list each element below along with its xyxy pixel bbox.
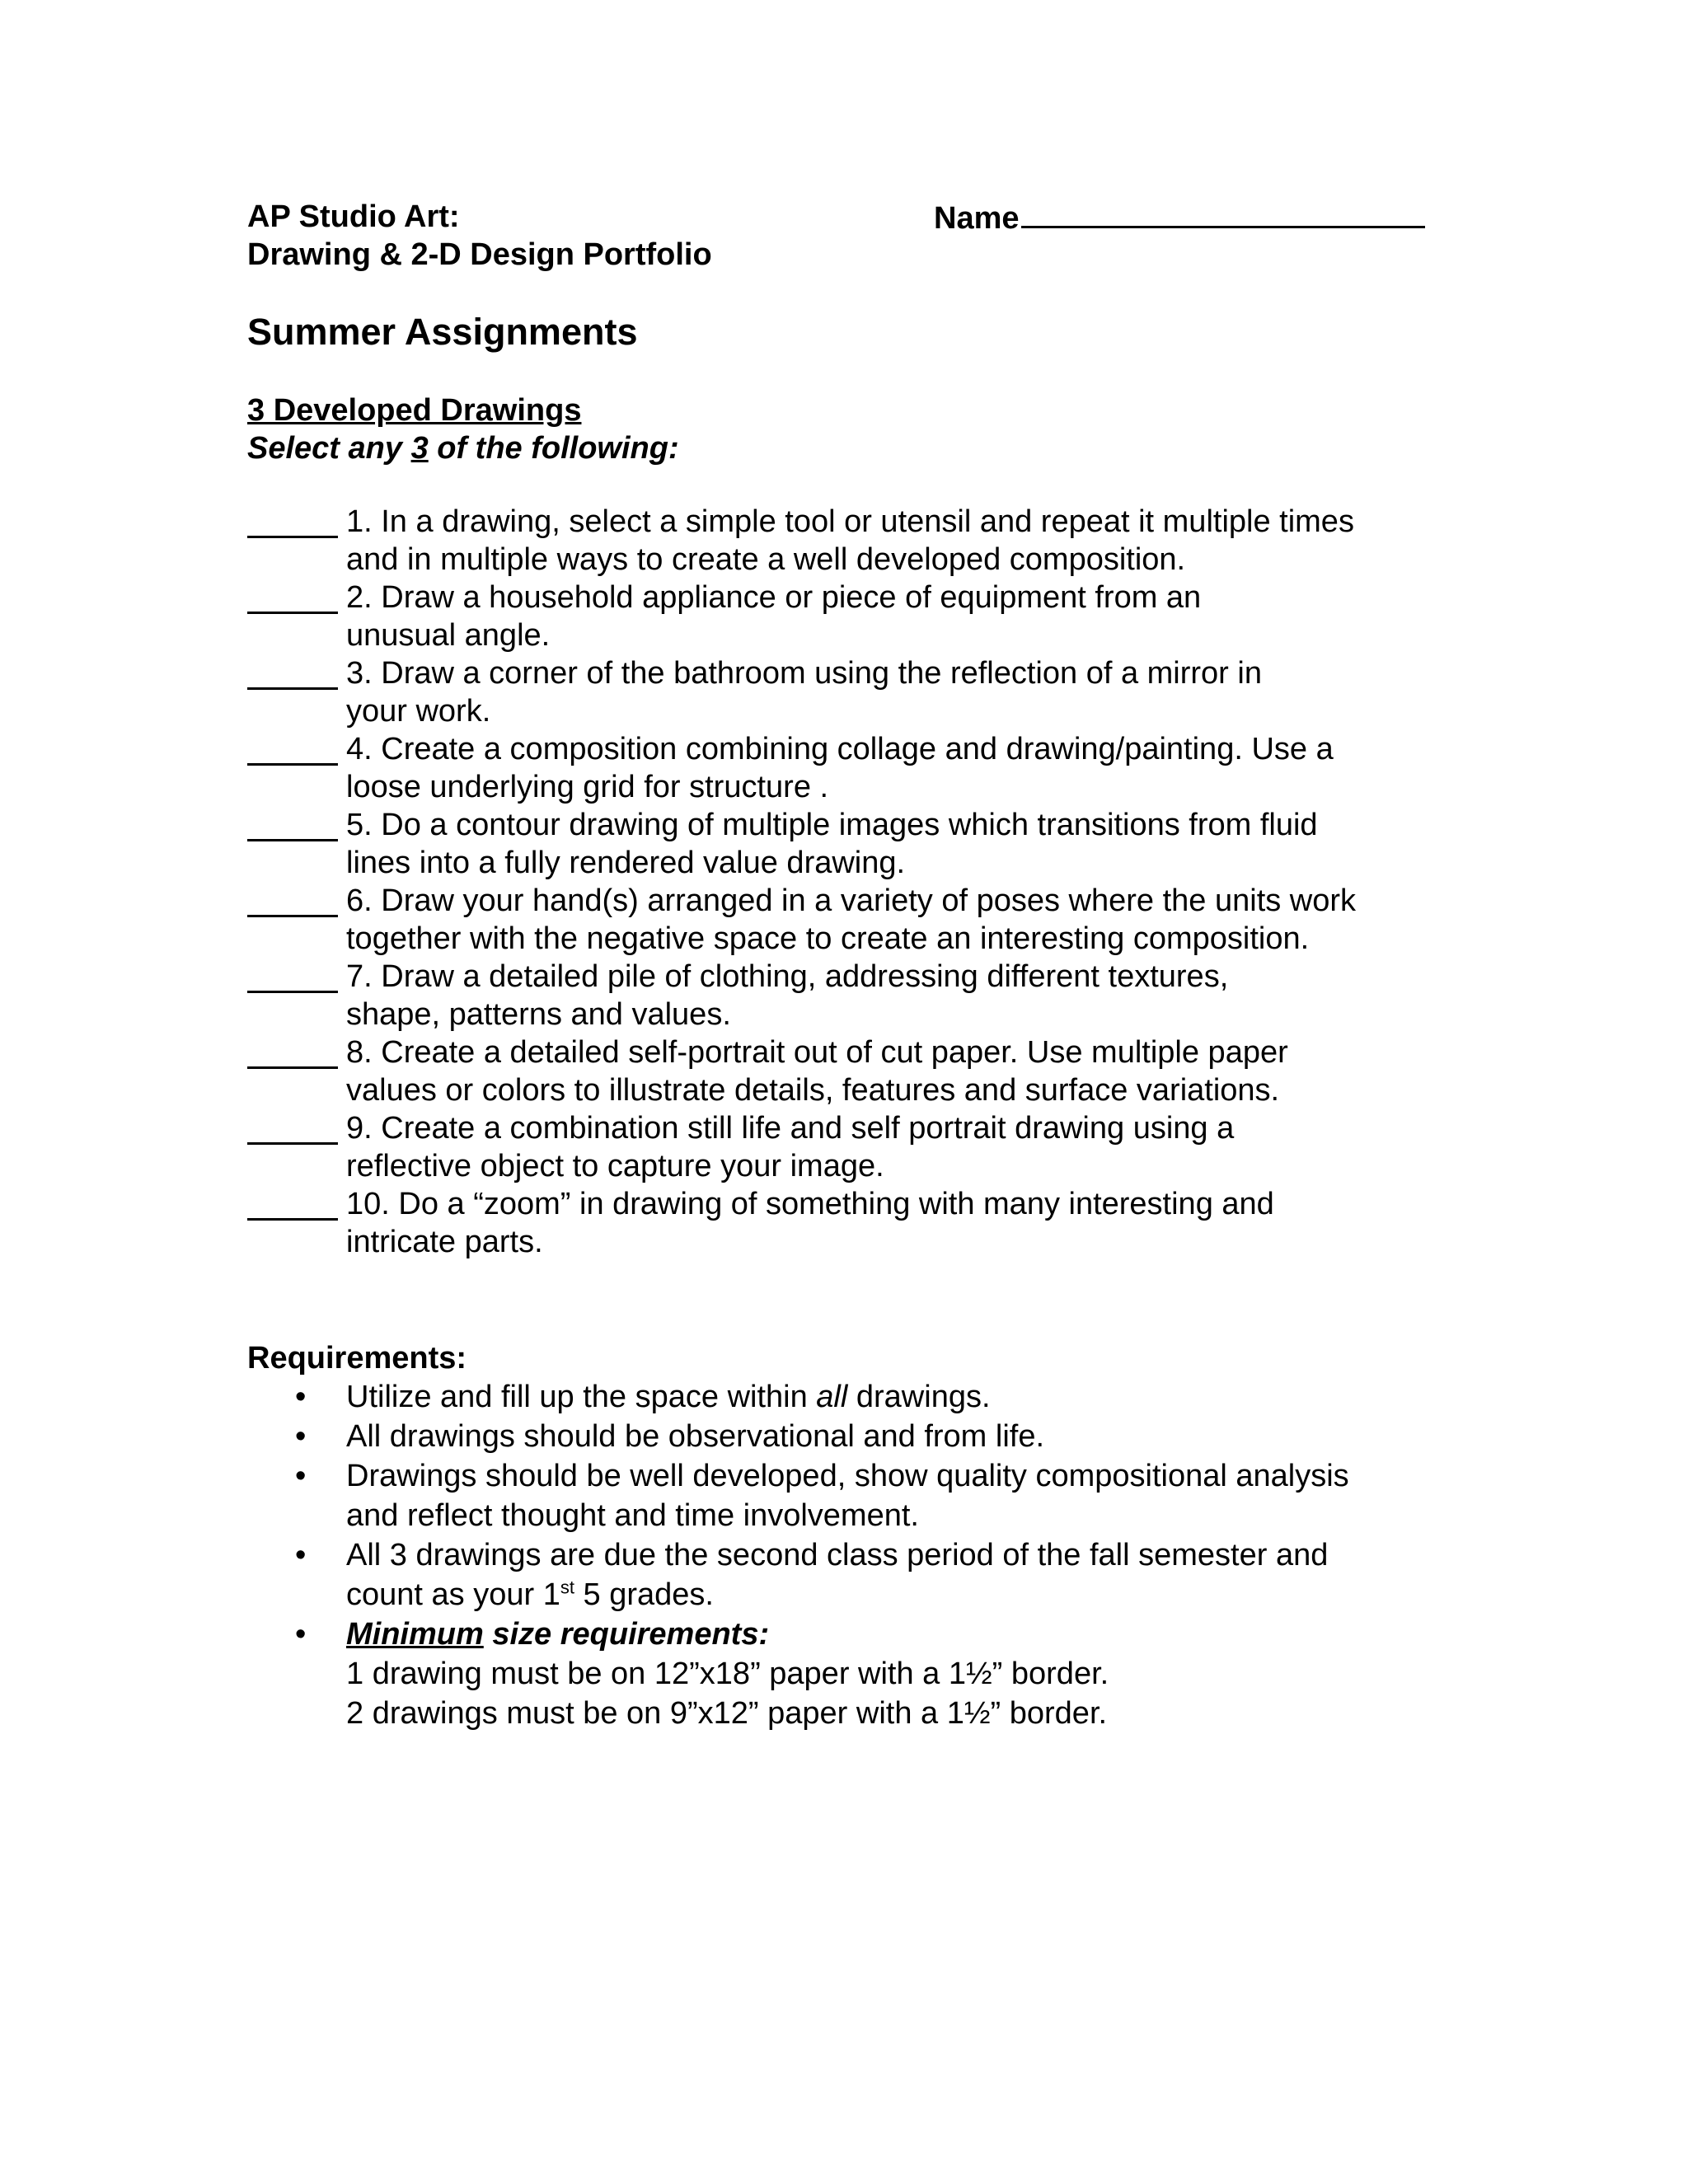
requirement-item [247, 1456, 1451, 1535]
option-item [247, 503, 1451, 579]
option-check-blank[interactable] [247, 763, 338, 766]
select-instruction [247, 429, 679, 467]
option-text-line: lines into a fully rendered value drawing. [346, 846, 906, 880]
option-item [247, 579, 1451, 654]
option-check-blank[interactable] [247, 991, 338, 993]
option-text-line: values or colors to illustrate details, features and surface variations. [346, 1073, 1280, 1108]
option-text-line: 3. Draw a corner of the bathroom using the reflection of a mirror in [346, 656, 1262, 691]
requirement-text: All drawings should be observational and from life. [346, 1419, 1045, 1454]
course-title: AP Studio Art: [247, 199, 460, 234]
option-check-blank[interactable] [247, 687, 338, 690]
option-check-blank[interactable] [247, 1066, 338, 1069]
bullet-icon: • [295, 1617, 307, 1652]
option-text-line: reflective object to capture your image. [346, 1149, 884, 1183]
instruction-post: of the following: [428, 431, 679, 466]
option-text-line: 5. Do a contour drawing of multiple images which transitions from fluid [346, 808, 1318, 842]
option-text-line: and in multiple ways to create a well developed composition. [346, 542, 1186, 577]
option-check-blank[interactable] [247, 536, 338, 538]
requirement-text: 5 grades. [574, 1577, 714, 1612]
option-text-line: 1. In a drawing, select a simple tool or utensil and repeat it multiple times [346, 504, 1354, 539]
option-text-line: together with the negative space to create an interesting composition. [346, 921, 1310, 956]
size-requirements-text: size requirements: [483, 1617, 770, 1652]
section-heading: 3 Developed Drawings [247, 393, 582, 428]
requirement-text-line: Drawings should be well developed, show quality compositional analysis [346, 1459, 1349, 1493]
option-text-line: your work. [346, 694, 491, 729]
option-text-line: loose underlying grid for structure . [346, 770, 829, 804]
main-heading: Summer Assignments [247, 311, 638, 353]
bullet-icon: • [295, 1380, 307, 1414]
option-check-blank[interactable] [247, 1142, 338, 1145]
option-item [247, 806, 1451, 882]
size-requirements-label [346, 1615, 1451, 1654]
requirement-text-line: All 3 drawings are due the second class period of the fall semester and [346, 1538, 1329, 1572]
option-text-line: 8. Create a detailed self-portrait out of cut paper. Use multiple paper [346, 1035, 1288, 1070]
option-text-line: 7. Draw a detailed pile of clothing, addressing different textures, [346, 959, 1229, 994]
name-label: Name [934, 201, 1020, 236]
option-item [247, 882, 1451, 958]
requirements-heading: Requirements: [247, 1341, 467, 1376]
option-text-line: 4. Create a composition combining collage and drawing/painting. Use a [346, 732, 1334, 766]
option-text-line: 6. Draw your hand(s) arranged in a variety of poses where the units work [346, 883, 1357, 918]
option-text-line: 2. Draw a household appliance or piece of equipment from an [346, 580, 1202, 615]
option-item [247, 654, 1451, 730]
option-item [247, 1109, 1451, 1185]
option-text-line: 10. Do a “zoom” in drawing of something with many interesting and [346, 1187, 1274, 1221]
requirement-text: drawings. [847, 1380, 991, 1414]
requirement-item [247, 1417, 1451, 1456]
document-header [247, 198, 1434, 280]
requirement-text-line: and reflect thought and time involvement. [346, 1498, 919, 1533]
option-item [247, 1033, 1451, 1109]
bullet-icon: • [295, 1459, 307, 1493]
requirement-text-line: 2 drawings must be on 9”x12” paper with a 1½” border. [346, 1696, 1108, 1731]
name-blank-line[interactable] [1021, 198, 1425, 228]
option-check-blank[interactable] [247, 612, 338, 614]
instruction-number: 3 [410, 431, 429, 466]
option-check-blank[interactable] [247, 839, 338, 841]
document-page [247, 198, 1434, 1731]
requirement-item [247, 1377, 1451, 1417]
option-text-line: shape, patterns and values. [346, 997, 731, 1032]
bullet-icon: • [295, 1538, 307, 1572]
minimum-word: Minimum [346, 1617, 484, 1652]
option-item [247, 1185, 1451, 1261]
requirement-text: count as your 1 [346, 1577, 560, 1612]
drawing-options-list [247, 503, 1451, 1261]
option-text-line: 9. Create a combination still life and self portrait drawing using a [346, 1111, 1235, 1146]
option-check-blank[interactable] [247, 915, 338, 917]
option-item [247, 958, 1451, 1033]
requirement-text-line: 1 drawing must be on 12”x18” paper with a 1½” border. [346, 1657, 1109, 1691]
course-subtitle: Drawing & 2-D Design Portfolio [247, 237, 712, 272]
requirement-text-line [346, 1575, 1451, 1615]
option-check-blank[interactable] [247, 1218, 338, 1221]
option-text-line: unusual angle. [346, 618, 551, 653]
option-item [247, 730, 1451, 806]
requirement-text: Utilize and fill up the space within [346, 1380, 817, 1414]
requirement-item [247, 1615, 1451, 1733]
name-field [934, 198, 1425, 237]
requirement-emphasis: all [816, 1380, 848, 1414]
bullet-icon: • [295, 1419, 307, 1454]
option-text-line: intricate parts. [346, 1225, 543, 1259]
ordinal-superscript: st [560, 1577, 574, 1598]
requirements-list [247, 1377, 1451, 1733]
instruction-pre: Select any [247, 431, 411, 466]
requirement-item [247, 1535, 1451, 1615]
